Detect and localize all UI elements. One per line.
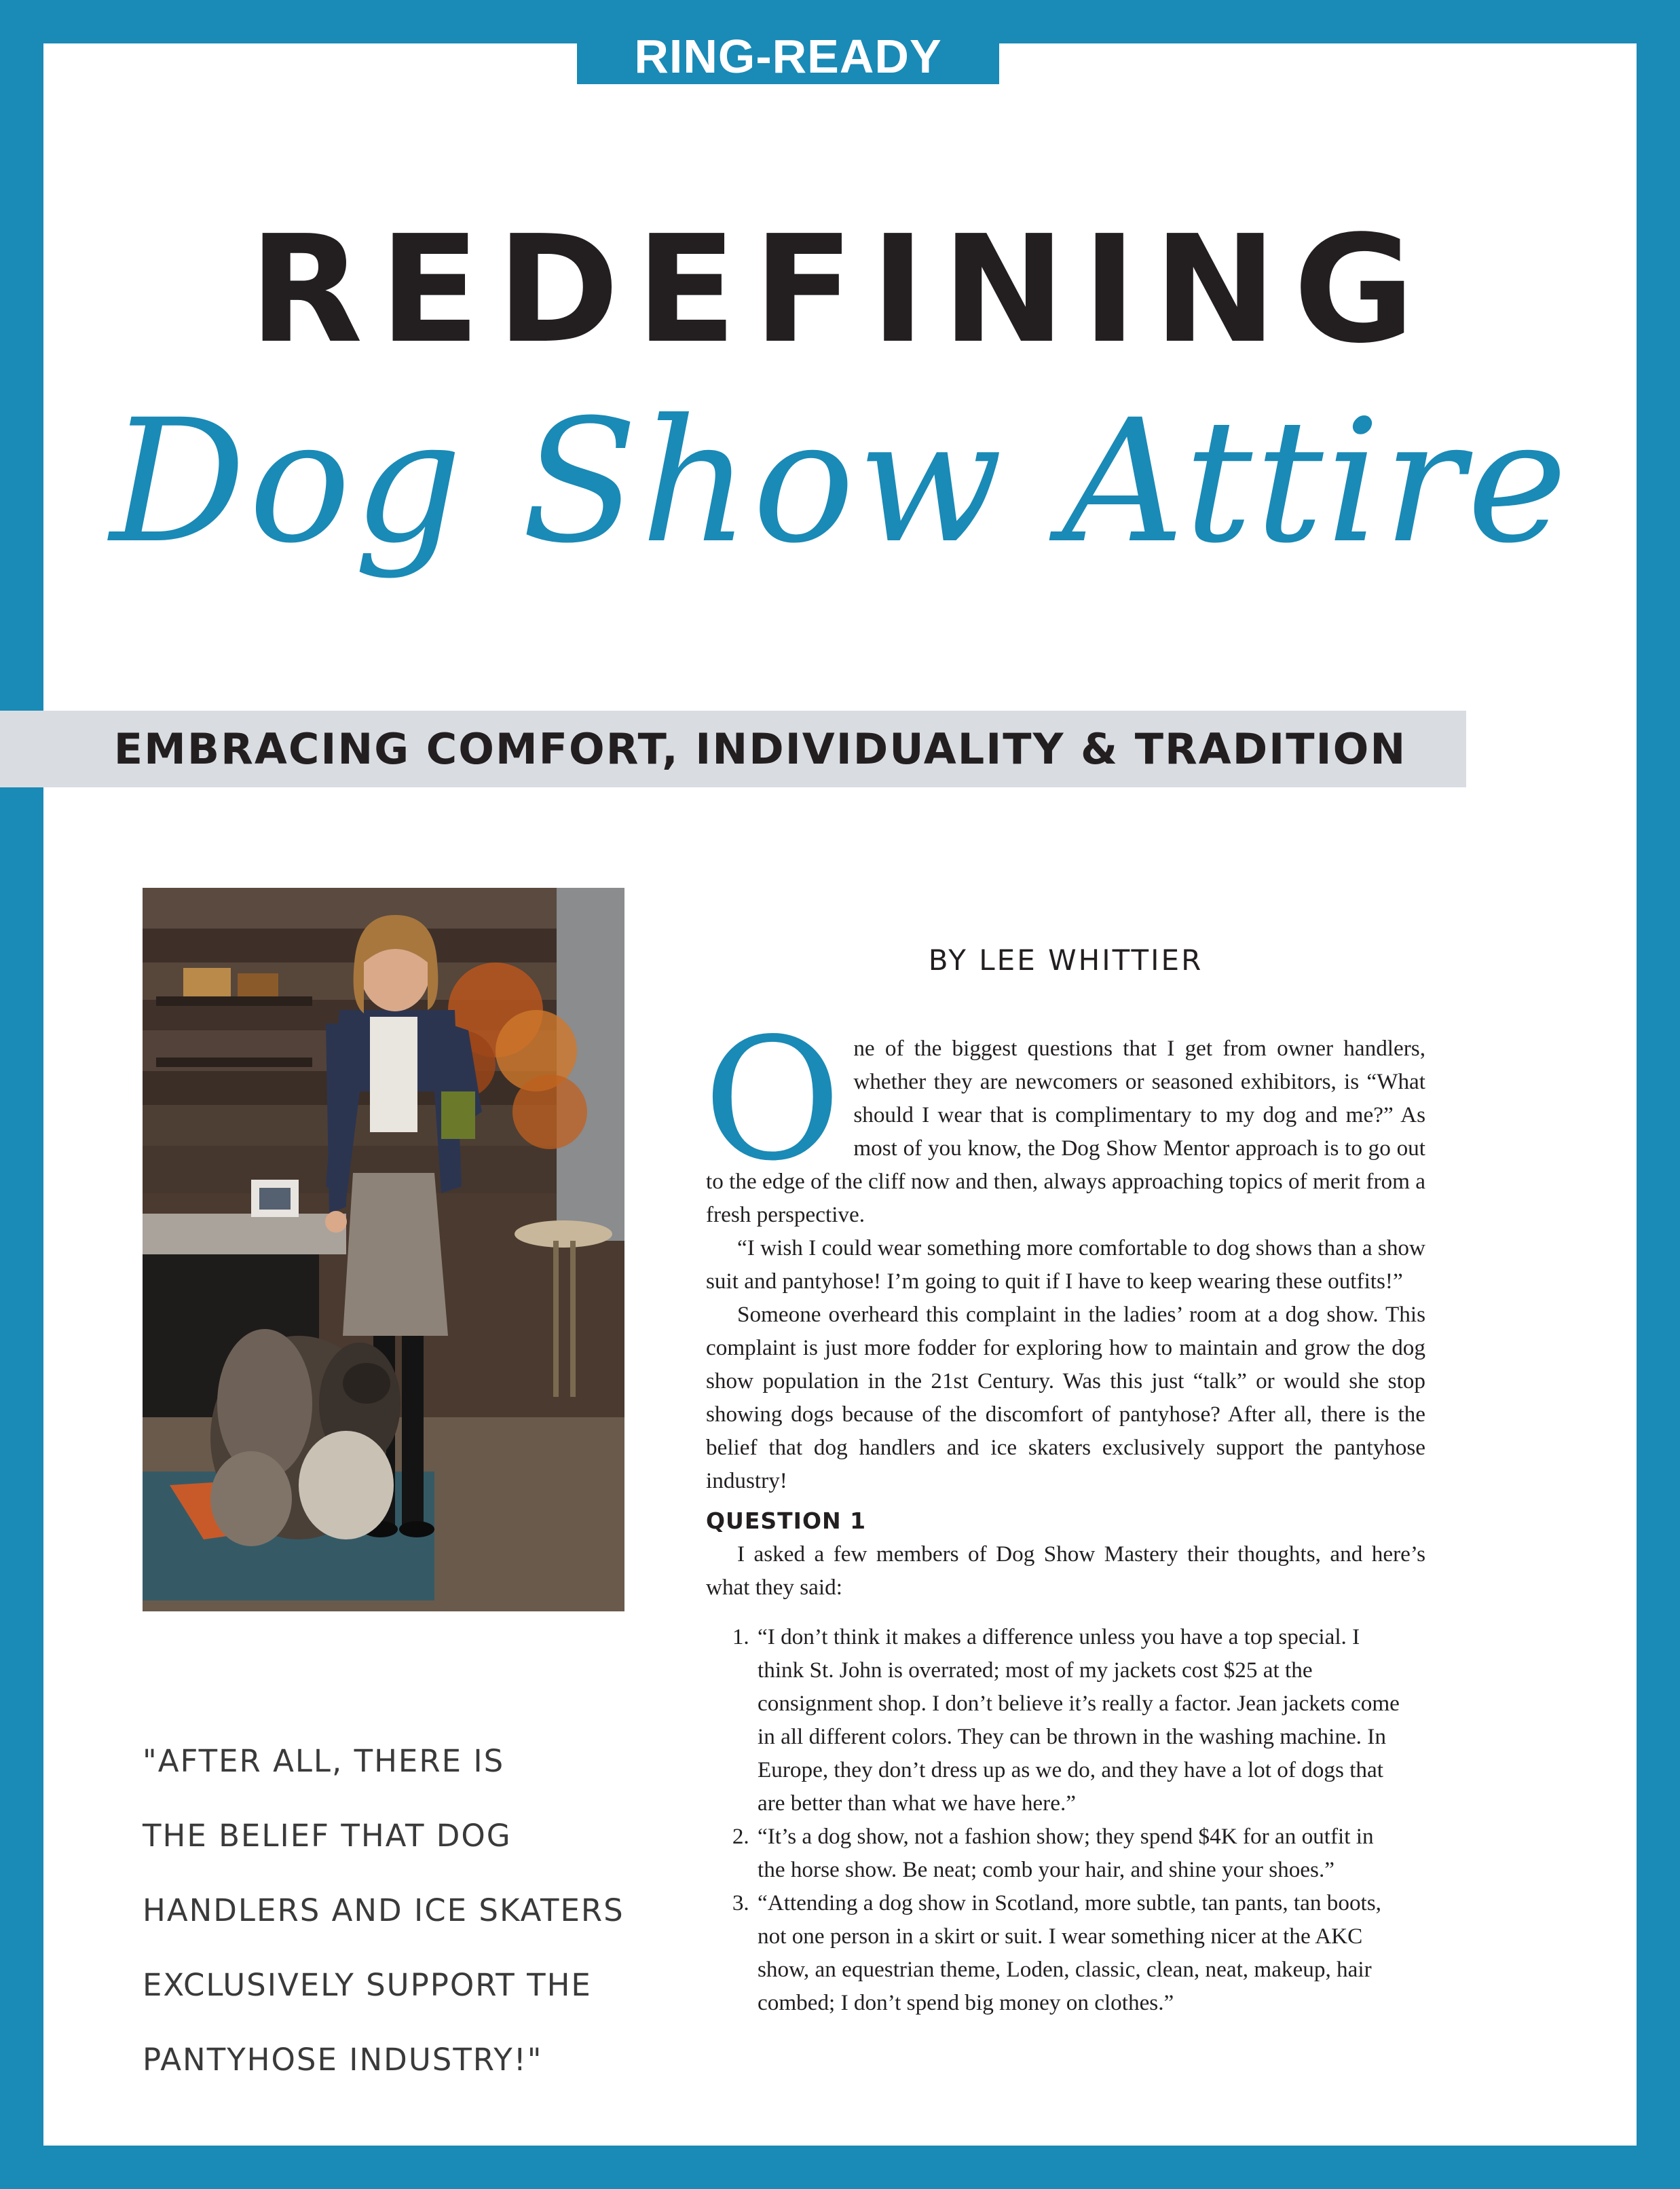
pull-quote-line: PANTYHOSE INDUSTRY!" (143, 2042, 543, 2078)
pull-quote-line: EXCLUSIVELY SUPPORT THE (143, 1967, 592, 2003)
paragraph-2: “I wish I could wear something more comfortable to dog shows than a show suit and pantyhose! I’m going to quit if I have to keep wearing these outfits!” (706, 1235, 1425, 1294)
pull-quote-line: THE BELIEF THAT DOG (143, 1818, 512, 1854)
pull-quote (143, 1724, 686, 2097)
answer-item: 2. “It’s a dog show, not a fashion show; they spend $4K for an outfit in the horse show. Be neat; comb your hair, and shine your shoes.” (755, 1820, 1405, 1886)
answers-list (706, 1620, 1425, 2019)
pull-quote-line: "AFTER ALL, THERE IS (143, 1743, 505, 1779)
section-tab: RING-READY (577, 29, 999, 84)
drop-cap: O (703, 1003, 842, 1198)
paragraph-3: Someone overheard this complaint in the ladies’ room at a dog show. This complaint is just more fodder for exploring how to maintain and grow the dog show population in the 21st Century. Was this just “talk” or would she stop showing dogs because of the discomfort of pantyhose? After all, there is the belief that dog handlers and ice skaters exclusively support the pantyhose industry! (706, 1302, 1425, 1493)
subtitle: EMBRACING COMFORT, INDIVIDUALITY & TRADITION (113, 724, 1407, 774)
byline: BY LEE WHITTIER (928, 943, 1203, 977)
headline: REDEFINING (248, 204, 1432, 376)
answer-item: 3. “Attending a dog show in Scotland, more subtle, tan pants, tan boots, not one person in a skirt or suit. I wear something nicer at the AKC show, an equestrian theme, Loden, classic, clean, neat, makeup, hair combed; I don’t spend big money on clothes.” (755, 1886, 1405, 2019)
question-heading: QUESTION 1 (706, 1508, 867, 1534)
pull-quote-line: HANDLERS AND ICE SKATERS (143, 1892, 624, 1928)
feature-photo (143, 888, 624, 1611)
article-body (703, 1003, 1425, 2019)
script-title: Dog Show Attire (109, 383, 1571, 580)
answer-item: 1. “I don’t think it makes a difference unless you have a top special. I think St. John is overrated; most of my jackets cost $25 at the consignment shop. I don’t believe it’s really a factor. Jean jackets come in all different colors. They can be thrown in the washing machine. In Europe, they don’t dress up as we do, and they have a lot of dogs that are better than what we have here.” (755, 1620, 1405, 1820)
paragraph-1 (703, 1003, 1425, 1231)
question-intro: I asked a few members of Dog Show Mastery their thoughts, and here’s what they said: (706, 1541, 1425, 1600)
paragraph-1-text: ne of the biggest questions that I get from owner handlers, whether they are newcomers or seasoned exhibitors, is “What should I wear that is complimentary to my dog and me?” As most of you know, the Dog Show Mentor approach is to go out to the edge of the cliff now and then, always approaching topics of merit from a fresh perspective. (706, 1036, 1425, 1227)
